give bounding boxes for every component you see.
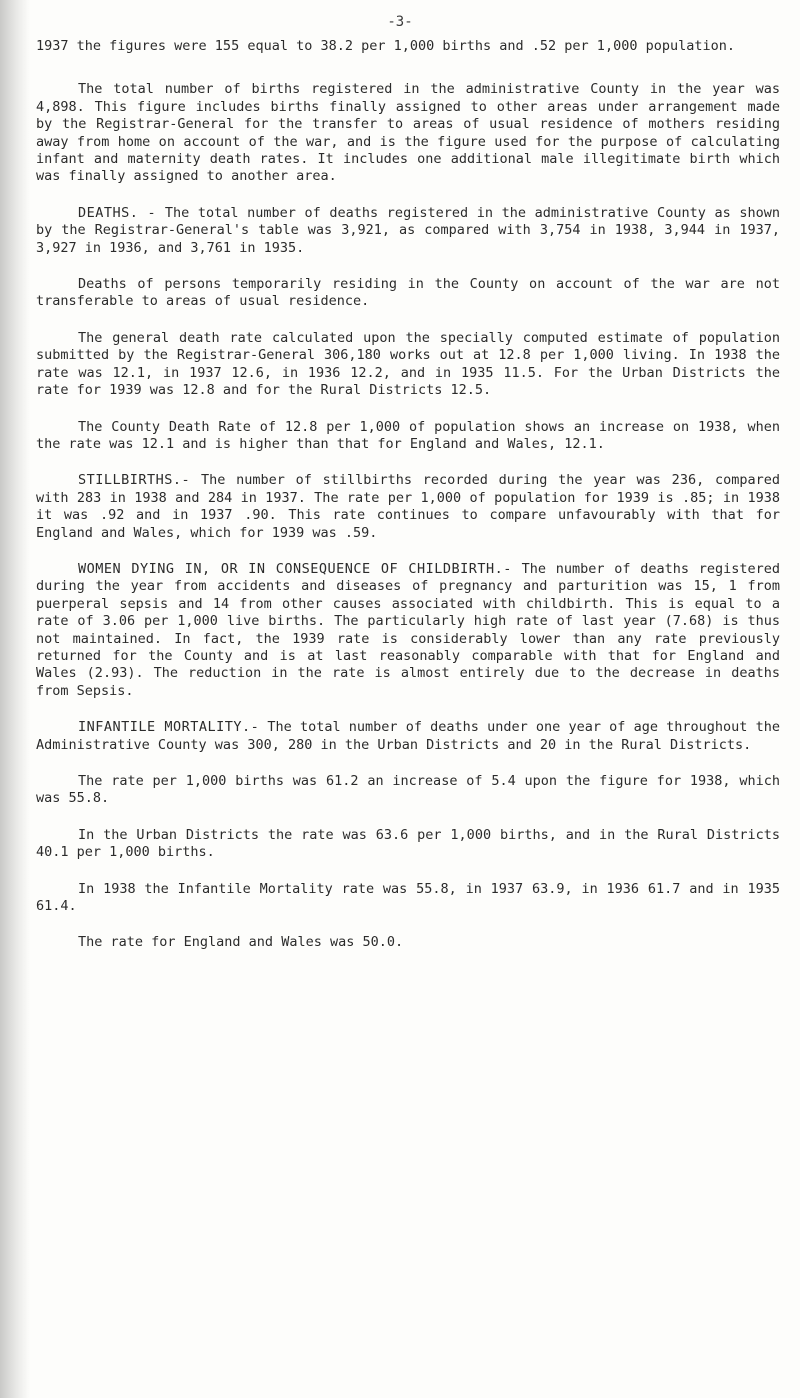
paragraph-text: In the Urban Districts the rate was 63.6 per 1,000 births, and in the Rural Districts 40.1 per 1,000 births. (36, 826, 780, 861)
paragraph-maternal-deaths (36, 561, 780, 700)
paragraph-county-death-rate (36, 419, 780, 454)
paragraph-text: The total number of births registered in the administrative County in the year was 4,898. This figure includes births finally assigned to other areas under arrangement made by the Registrar-General for the transfer to areas of usual residence of mothers residing away from home on account of the war, and is the figure used for the purpose of calculating infant and maternity death rates. It includes one additional male illegitimate birth which was finally assigned to another area. (36, 81, 780, 185)
section-heading-infantile-mortality: INFANTILE MORTALITY.- (78, 719, 260, 736)
paragraph-text: 1937 the figures were 155 equal to 38.2 per 1,000 births and .52 per 1,000 population. (36, 38, 735, 54)
section-heading-deaths: DEATHS. - (78, 204, 157, 221)
paragraph-text: The rate for England and Wales was 50.0. (78, 934, 404, 951)
page-binding-shadow (0, 0, 30, 1398)
paragraph-total-births (36, 81, 780, 185)
paragraph-infant-rate (36, 773, 780, 808)
section-heading-stillbirths: STILLBIRTHS.- (78, 472, 191, 489)
section-heading-maternal-deaths: WOMEN DYING IN, OR IN CONSEQUENCE OF CHILDBIRTH.- (78, 560, 512, 577)
paragraph-text: The number of deaths registered during the year from accidents and diseases of pregnancy and parturition was 15, 1 from puerperal sepsis and 14 from other causes associated with childbirth. This is equal to a rate of 3.06 per 1,000 live births. The particularly high rate of last year (7.68) is thus not maintained. In fact, the 1939 rate is considerably lower than any rate previously returned for the County and is at last reasonably comparable with that for England and Wales (2.93). The reduction in the rate is almost entirely due to the decrease in deaths from Sepsis. (36, 560, 780, 699)
paragraph-urban-rural-rate (36, 827, 780, 862)
paragraph-text: The total number of deaths registered in the administrative County as shown by the Registrar-General's table was 3,921, as compared with 3,754 in 1938, 3,944 in 1937, 3,927 in 1936, and 3,761 in 1935. (36, 204, 780, 256)
paragraph-text: The number of stillbirths recorded during the year was 236, compared with 283 in 1938 and 284 in 1937. The rate per 1,000 of population for 1939 is .85; in 1938 it was .92 and in 1937 .90. This rate continues to compare unfavourably with that for England and Wales, which for 1939 was .59. (36, 472, 780, 541)
page-number: -3- (387, 14, 413, 30)
paragraph-text: The County Death Rate of 12.8 per 1,000 of population shows an increase on 1938, when the rate was 12.1 and is higher than that for England and Wales, 12.1. (36, 418, 780, 452)
paragraph-text: In 1938 the Infantile Mortality rate was 55.8, in 1937 63.9, in 1936 61.7 and in 1935 61.4. (36, 880, 780, 915)
paragraph-infantile-mortality (36, 719, 780, 754)
paragraph-text: The general death rate calculated upon the specially computed estimate of population submitted by the Registrar-General 306,180 works out at 12.8 per 1,000 living. In 1938 the rate was 12.1, in 1937 12.6, in 1936 12.2, and in 1935 11.5. For the Urban Districts the rate for 1939 was 12.8 and for the Rural Districts 12.5. (36, 329, 780, 399)
paragraph-text: The rate per 1,000 births was 61.2 an increase of 5.4 upon the figure for 1938, which was 55.8. (36, 773, 780, 807)
paragraph-general-death-rate (36, 330, 780, 400)
report-body (36, 38, 780, 952)
paragraph-stillbirths (36, 472, 780, 542)
paragraph-text: The total number of deaths under one year of age throughout the Administrative County was 300, 280 in the Urban Districts and 20 in the Rural Districts. (36, 719, 780, 753)
paragraph-england-wales-rate (36, 934, 780, 951)
paragraph-deaths (36, 205, 780, 257)
paragraph-text: Deaths of persons temporarily residing in the County on account of the war are not transferable to areas of usual residence. (36, 276, 780, 310)
paragraph-temporary-residents (36, 276, 780, 311)
paragraph-births-continued (36, 38, 780, 55)
paragraph-previous-years-rate (36, 881, 780, 916)
